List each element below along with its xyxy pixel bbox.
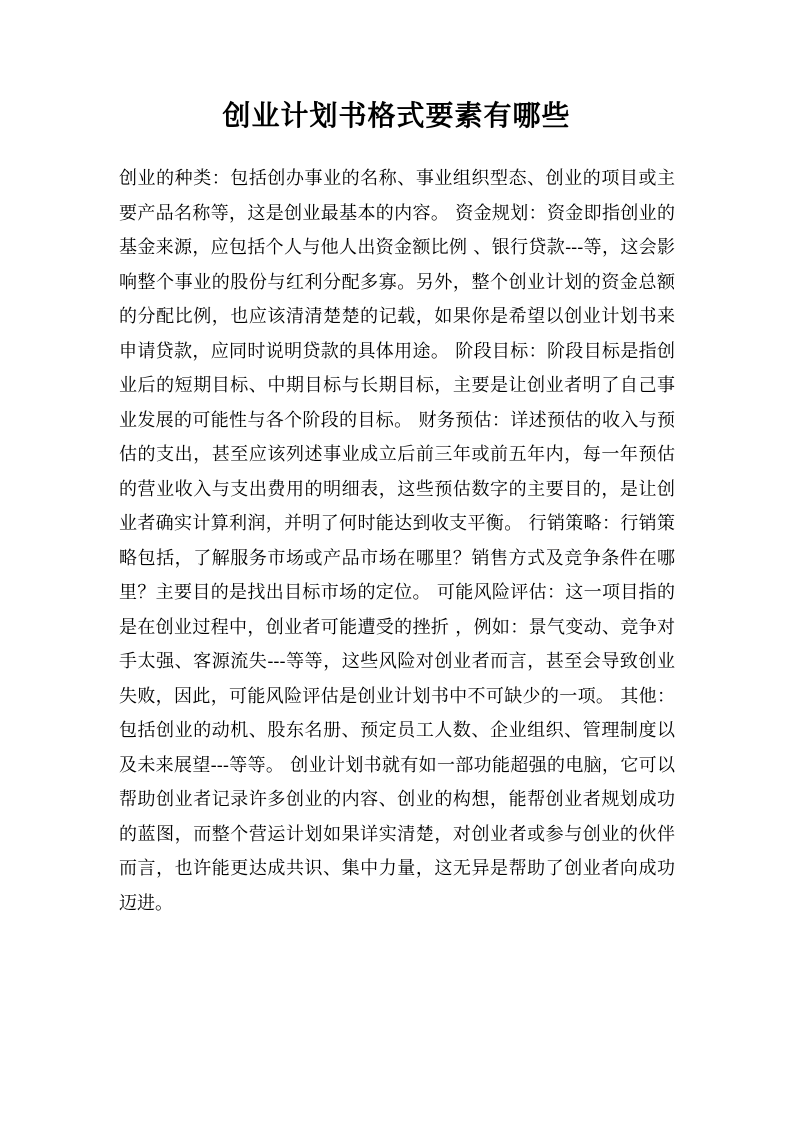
document-body-paragraph: 创业的种类：包括创办事业的名称、事业组织型态、创业的项目或主要产品名称等，这是创业最基本的内容。 资金规划：资金即指创业的基金来源，应包括个人与他人出资金额比例 、银行贷款---等，这会影响整个事业的股份与红利分配多寡。另外，整个创业计划的资金总额的分配比例，也应该清清楚楚的记载，如果你是希望以创业计划书来申请贷款，应同时说明贷款的具体用途。 阶段目标：阶段目标是指创业后的短期目标、中期目标与长期目标，主要是让创业者明了自己事业发展的可能性与各个阶段的目标。 财务预估：详述预估的收入与预估的支出，甚至应该列述事业成立后前三年或前五年内，每一年预估的营业收入与支出费用的明细表，这些预估数字的主要目的，是让创业者确实计算利润，并明了何时能达到收支平衡。 行销策略：行销策略包括，了解服务市场或产品市场在哪里？销售方式及竞争条件在哪里？主要目的是找出目标市场的定位。 可能风险评估：这一项目指的是在创业过程中，创业者可能遭受的挫折 ，例如：景气变动、竞争对手太强、客源流失---等等，这些风险对创业者而言，甚至会导致创业失败，因此，可能风险评估是创业计划书中不可缺少的一项。 其他：包括创业的动机、股东名册、预定员工人数、企业组织、管理制度以及未来展望---等等。 创业计划书就有如一部功能超强的电脑，它可以帮助创业者记录许多创业的内容、创业的构想，能帮创业者规划成功的蓝图，而整个营运计划如果详实清楚，对创业者或参与创业的伙伴而言，也许能更达成共识、集中力量，这无异是帮助了创业者向成功迈进。 bbox=[119, 168, 675, 914]
document-title: 创业计划书格式要素有哪些 bbox=[222, 99, 571, 132]
